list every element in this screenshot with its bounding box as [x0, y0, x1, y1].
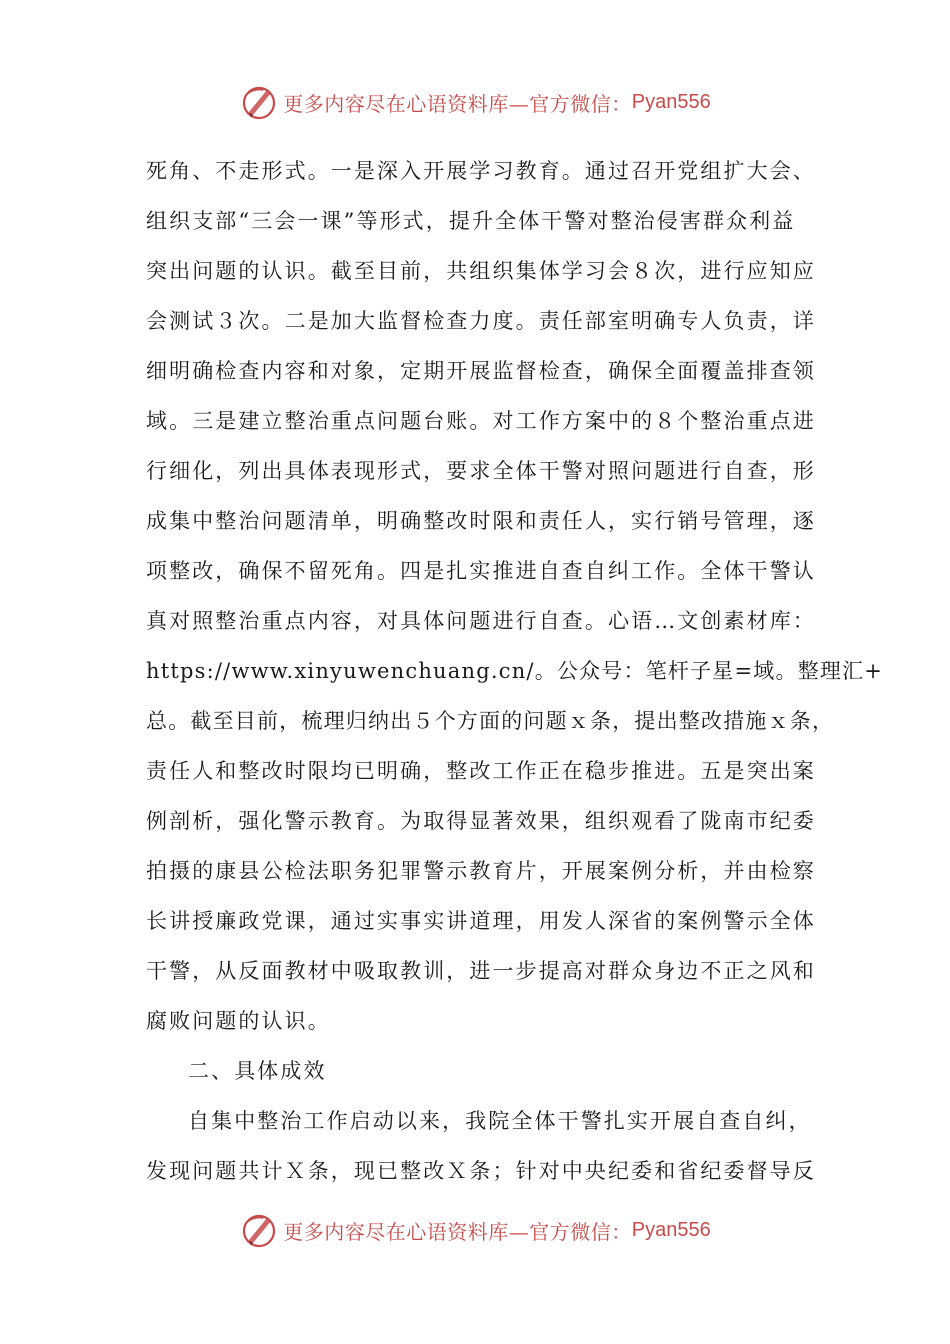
body-line: 死角、不走形式。一是深入开展学习教育。通过召开党组扩大会、 [146, 159, 816, 183]
body-line: 组织支部“三会一课”等形式，提升全体干警对整治侵害群众利益 [146, 209, 796, 233]
section-line: 自集中整治工作启动以来，我院全体干警扎实开展自查自纠， [188, 1109, 812, 1133]
header-watermark-banner [0, 80, 950, 124]
body-line: 干警，从反面教材中吸取教训，进一步提高对群众身边不正之风和 [146, 959, 816, 983]
footer-watermark-banner [0, 1208, 950, 1252]
body-line: 长讲授廉政党课，通过实事实讲道理，用发人深省的案例警示全体 [146, 909, 816, 933]
body-line: 域。三是建立整治重点问题台账。对工作方案中的８个整治重点进 [146, 409, 816, 433]
body-line: 真对照整治重点内容，对具体问题进行自查。心语…文创素材库： [146, 609, 816, 633]
footer-banner-wechat-id: Pyan556 [631, 1218, 711, 1241]
pen-logo-icon [239, 1210, 279, 1250]
body-line: 会测试３次。二是加大监督检查力度。责任部室明确专人负责，详 [146, 309, 816, 333]
body-line: 拍摄的康县公检法职务犯罪警示教育片，开展案例分析，并由检察 [146, 859, 816, 883]
footer-banner-text: 更多内容尽在心语资料库—官方微信： [283, 1219, 632, 1244]
body-line: 行细化，列出具体表现形式，要求全体干警对照问题进行自查，形 [146, 459, 816, 483]
body-line: 突出问题的认识。截至目前，共组织集体学习会８次，进行应知应 [146, 259, 816, 283]
section-heading: 二、具体成效 [188, 1059, 327, 1083]
body-line: 腐败问题的认识。 [146, 1009, 331, 1033]
document-body [146, 146, 884, 1196]
body-line: 责任人和整改时限均已明确，整改工作正在稳步推进。五是突出案 [146, 759, 816, 783]
body-line: 项整改，确保不留死角。四是扎实推进自查自纠工作。全体干警认 [146, 559, 816, 583]
body-line: 细明确检查内容和对象，定期开展监督检查，确保全面覆盖排查领 [146, 359, 816, 383]
section-line: 发现问题共计Ｘ条，现已整改Ｘ条；针对中央纪委和省纪委督导反 [146, 1159, 816, 1183]
body-line-url: https://www.xinyuwenchuang.cn/。公众号：笔杆子星=域。整理汇+ [146, 659, 884, 683]
body-line: 例剖析，强化警示教育。为取得显著效果，组织观看了陇南市纪委 [146, 809, 816, 833]
pen-logo-icon [239, 82, 279, 122]
body-line: 成集中整治问题清单，明确整改时限和责任人，实行销号管理，逐 [146, 509, 816, 533]
header-banner-wechat-id: Pyan556 [631, 90, 711, 113]
body-line: 总。截至目前，梳理归纳出５个方面的问题ｘ条，提出整改措施ｘ条， [146, 709, 835, 733]
header-banner-text: 更多内容尽在心语资料库—官方微信： [283, 91, 632, 116]
